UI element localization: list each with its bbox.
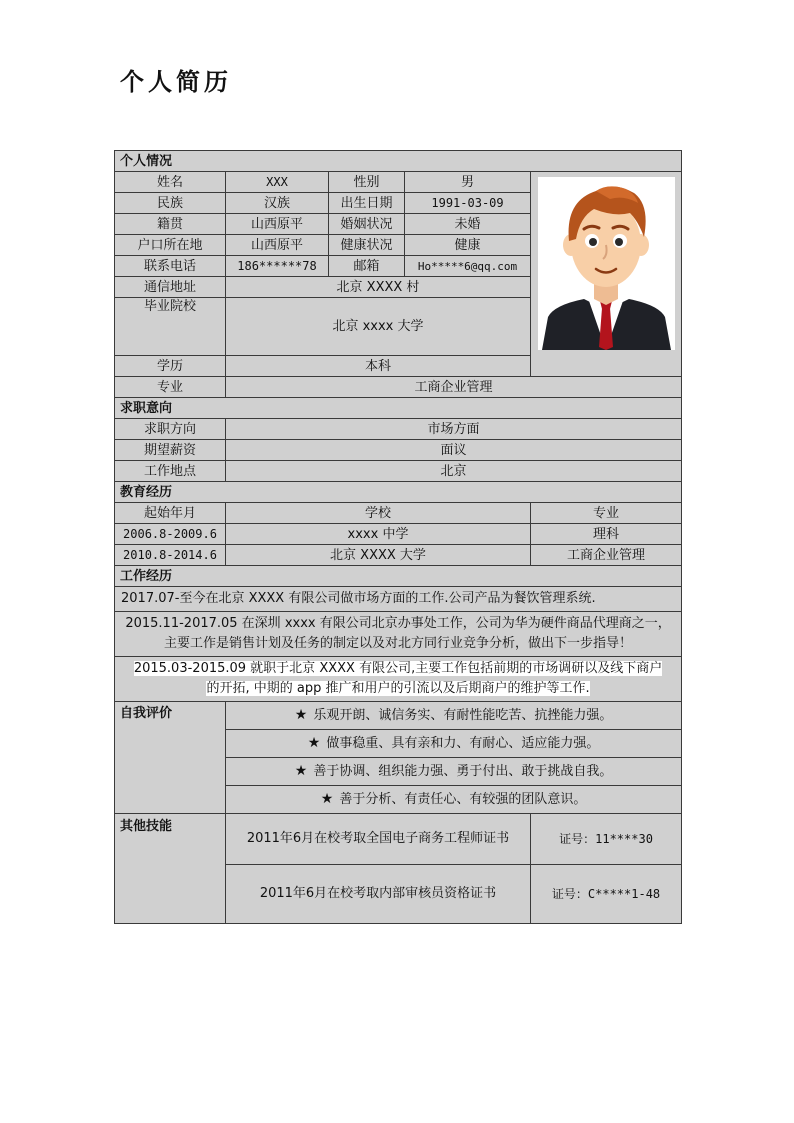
section-skills: 其他技能: [115, 814, 226, 924]
ethnicity-label: 民族: [115, 193, 226, 214]
birth-label: 出生日期: [329, 193, 405, 214]
work-item: [115, 657, 682, 702]
email-label: 邮箱: [329, 256, 405, 277]
edu-header-major: 专业: [531, 503, 682, 524]
location-label: 工作地点: [115, 461, 226, 482]
direction-value: 市场方面: [226, 419, 682, 440]
table-row: [115, 524, 682, 545]
school-value: 北京 xxxx 大学: [226, 298, 531, 356]
skill-name: 2011年6月在校考取全国电子商务工程师证书: [226, 814, 531, 865]
marital-value: 未婚: [405, 214, 531, 235]
section-personal: 个人情况: [115, 151, 682, 172]
degree-value: 本科: [226, 356, 531, 377]
star-icon: ★: [307, 735, 321, 751]
self-eval-text: 乐观开朗、诚信务实、有耐性能吃苦、抗挫能力强。: [313, 708, 613, 723]
major-label: 专业: [115, 377, 226, 398]
gender-label: 性别: [329, 172, 405, 193]
edu-major: 理科: [531, 524, 682, 545]
native-value: 山西原平: [226, 214, 329, 235]
direction-label: 求职方向: [115, 419, 226, 440]
table-row: [115, 545, 682, 566]
health-label: 健康状况: [329, 235, 405, 256]
phone-value: 186******78: [226, 256, 329, 277]
school-label: 毕业院校: [115, 298, 226, 356]
work-item: 2015.11-2017.05 在深圳 xxxx 有限公司北京办事处工作，公司为华为硬件商品代理商之一，主要工作是销售计划及任务的制定以及对北方同行业竞争分析，做出下一步指导！: [115, 612, 682, 657]
self-eval-text: 做事稳重、具有亲和力、有耐心、适应能力强。: [326, 736, 600, 751]
name-value: XXX: [226, 172, 329, 193]
name-label: 姓名: [115, 172, 226, 193]
star-icon: ★: [294, 707, 308, 723]
work-item: 2017.07-至今在北京 XXXX 有限公司做市场方面的工作.公司产品为餐饮管理系统.: [115, 587, 682, 612]
section-self-eval: 自我评价: [115, 702, 226, 814]
resume-table: [114, 150, 682, 924]
edu-period: 2006.8-2009.6: [115, 524, 226, 545]
birth-value: 1991-03-09: [405, 193, 531, 214]
major-value: 工商企业管理: [226, 377, 682, 398]
edu-header-period: 起始年月: [115, 503, 226, 524]
health-value: 健康: [405, 235, 531, 256]
star-icon: ★: [320, 791, 334, 807]
marital-label: 婚姻状况: [329, 214, 405, 235]
page-title: 个人简历: [120, 67, 232, 96]
salary-label: 期望薪资: [115, 440, 226, 461]
edu-header-school: 学校: [226, 503, 531, 524]
section-education: 教育经历: [115, 482, 682, 503]
work-item-line: 2015.03-2015.09 就职于北京 XXXX 有限公司,主要工作包括前期的市场调研以及线下商户: [133, 661, 663, 676]
section-work: 工作经历: [115, 566, 682, 587]
address-label: 通信地址: [115, 277, 226, 298]
ethnicity-value: 汉族: [226, 193, 329, 214]
edu-major: 工商企业管理: [531, 545, 682, 566]
photo-cell: [531, 172, 682, 377]
hukou-label: 户口所在地: [115, 235, 226, 256]
skill-cert: 证号：11****30: [531, 814, 682, 865]
gender-value: 男: [405, 172, 531, 193]
work-item-line: 的开拓, 中期的 app 推广和用户的引流以及后期商户的维护等工作.: [206, 681, 590, 696]
skill-name: 2011年6月在校考取内部审核员资格证书: [226, 865, 531, 924]
edu-school: 北京 XXXX 大学: [226, 545, 531, 566]
avatar: [538, 177, 675, 350]
skill-cert: 证号：C*****1-48: [531, 865, 682, 924]
self-eval-text: 善于分析、有责任心、有较强的团队意识。: [339, 792, 587, 807]
phone-label: 联系电话: [115, 256, 226, 277]
self-eval-item: [226, 786, 682, 814]
edu-period: 2010.8-2014.6: [115, 545, 226, 566]
self-eval-text: 善于协调、组织能力强、勇于付出、敢于挑战自我。: [313, 764, 613, 779]
email-value: Ho*****6@qq.com: [405, 256, 531, 277]
section-intention: 求职意向: [115, 398, 682, 419]
salary-value: 面议: [226, 440, 682, 461]
self-eval-item: [226, 758, 682, 786]
edu-school: xxxx 中学: [226, 524, 531, 545]
star-icon: ★: [294, 763, 308, 779]
native-label: 籍贯: [115, 214, 226, 235]
degree-label: 学历: [115, 356, 226, 377]
hukou-value: 山西原平: [226, 235, 329, 256]
self-eval-item: [226, 730, 682, 758]
self-eval-item: [226, 702, 682, 730]
address-value: 北京 XXXX 村: [226, 277, 531, 298]
location-value: 北京: [226, 461, 682, 482]
